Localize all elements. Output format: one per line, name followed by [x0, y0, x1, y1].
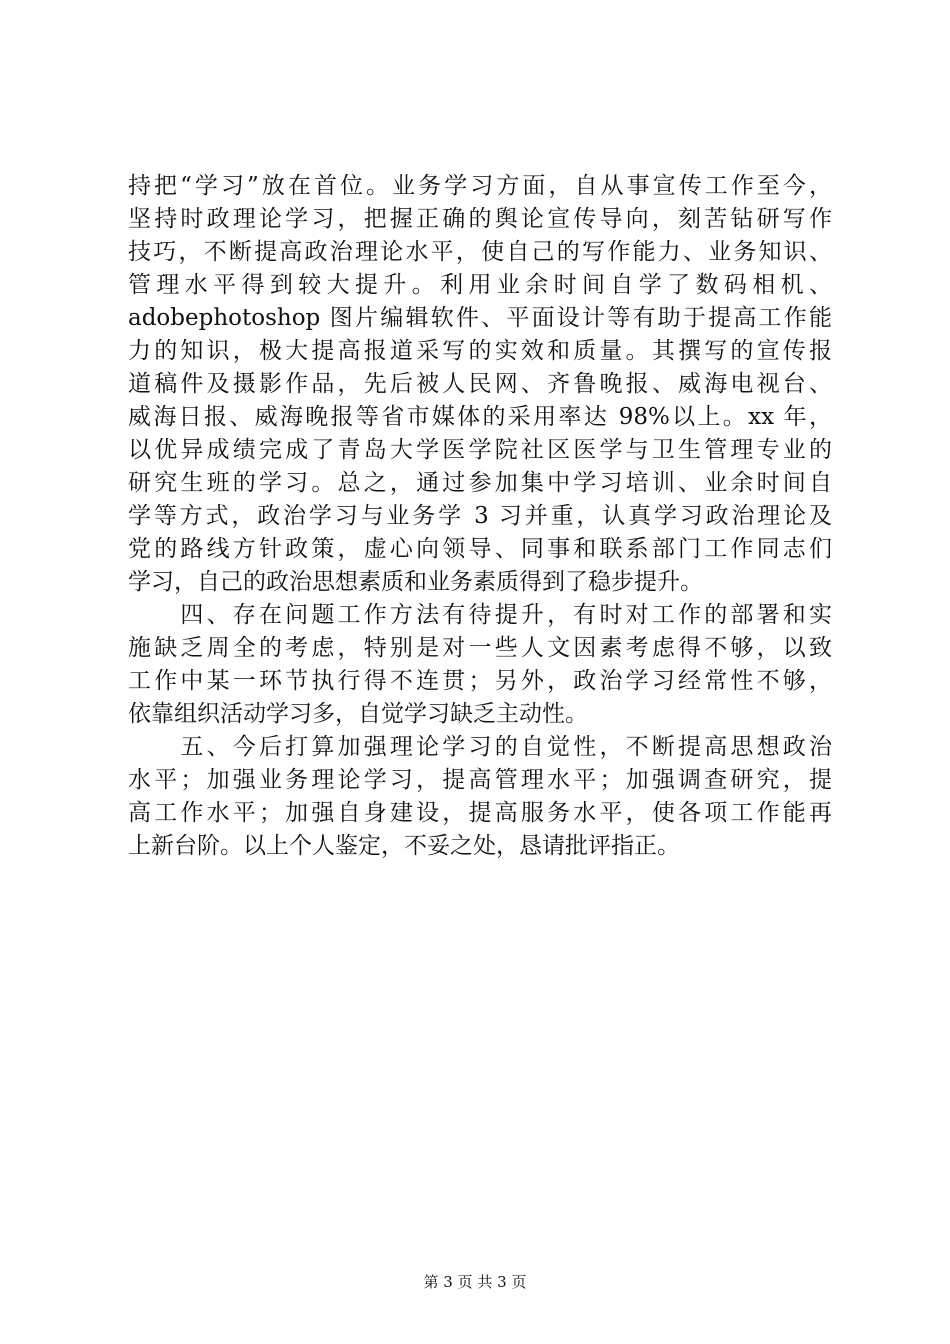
- text-line: 力的知识，极大提高报道采写的实效和质量。其撰写的宣传报: [128, 338, 832, 364]
- text-line: 学等方式，政治学习与业务学 3 习并重，认真学习政治理论及: [128, 503, 832, 529]
- text-line: 工作中某一环节执行得不连贯；另外，政治学习经常性不够，: [128, 668, 832, 694]
- text-line: 威海日报、威海晚报等省市媒体的采用率达 98%以上。xx 年，: [128, 404, 832, 430]
- text-line: 党的路线方针政策，虚心向领导、同事和联系部门工作同志们: [128, 536, 832, 562]
- text-line: 学习，自己的政治思想素质和业务素质得到了稳步提升。: [128, 569, 703, 595]
- text-line: 依靠组织活动学习多，自觉学习缺乏主动性。: [128, 701, 588, 727]
- text-line: 四、存在问题工作方法有待提升，有时对工作的部署和实: [128, 602, 832, 628]
- text-line: 坚持时政理论学习，把握正确的舆论宣传导向，刻苦钻研写作: [128, 206, 832, 232]
- text-line: 技巧，不断提高政治理论水平，使自己的写作能力、业务知识、: [128, 239, 832, 265]
- text-line: 水平；加强业务理论学习，提高管理水平；加强调查研究，提: [128, 767, 832, 793]
- text-line: 高工作水平；加强自身建设，提高服务水平，使各项工作能再: [128, 800, 832, 826]
- text-line: 管理水平得到较大提升。利用业余时间自学了数码相机、: [128, 272, 832, 298]
- document-body: [128, 170, 832, 863]
- text-line: 上新台阶。以上个人鉴定，不妥之处，恳请批评指正。: [128, 833, 680, 859]
- text-line: 研究生班的学习。总之，通过参加集中学习培训、业余时间自: [128, 470, 832, 496]
- page-number-footer: 第 3 页 共 3 页: [423, 1273, 527, 1291]
- text-line: 施缺乏周全的考虑，特别是对一些人文因素考虑得不够，以致: [128, 635, 832, 661]
- text-line: 持把“学习”放在首位。业务学习方面，自从事宣传工作至今，: [128, 173, 832, 199]
- text-line: 道稿件及摄影作品，先后被人民网、齐鲁晚报、威海电视台、: [128, 371, 832, 397]
- text-line: adobephotoshop 图片编辑软件、平面设计等有助于提高工作能: [128, 305, 832, 331]
- text-line: 以优异成绩完成了青岛大学医学院社区医学与卫生管理专业的: [128, 437, 832, 463]
- text-line: 五、今后打算加强理论学习的自觉性，不断提高思想政治: [128, 734, 832, 760]
